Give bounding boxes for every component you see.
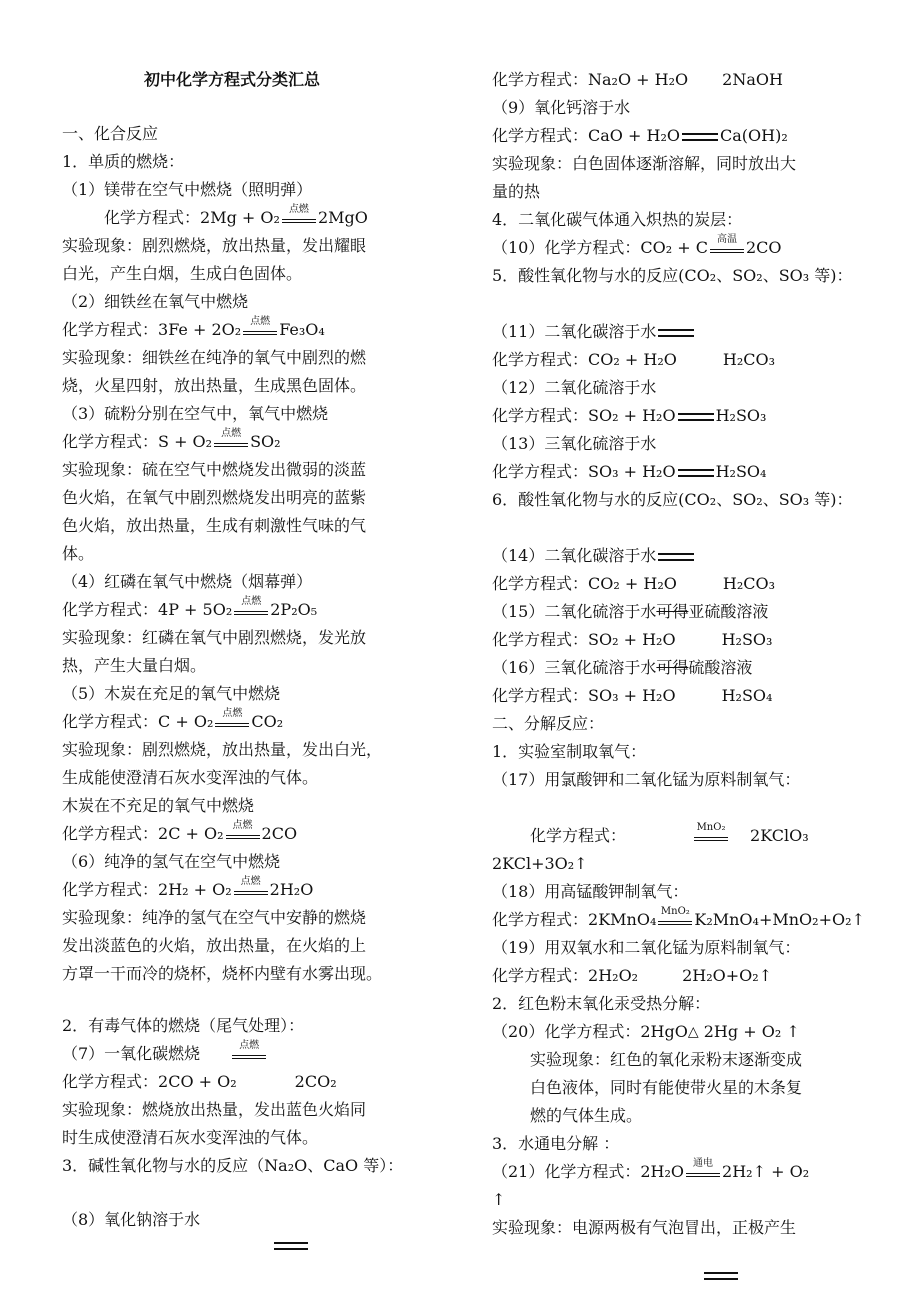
equals-sign (274, 1242, 308, 1250)
equals-sign (658, 329, 694, 337)
equation-line: 化学方程式：2KMnO₄ MnO₂ K₂MnO₄+MnO₂+O₂↑ (492, 906, 865, 929)
equation-line: 化学方程式： MnO₂ 2KClO₃ (530, 822, 809, 845)
reaction-title: （16）三氧化硫溶于水可得硫酸溶液 (492, 658, 753, 677)
phenomenon-text: 燃的气体生成。 (530, 1106, 643, 1125)
phenomenon-text: 体。 (62, 544, 95, 563)
reaction-title: （7）一氧化碳燃烧 点燃 (62, 1044, 268, 1064)
phenomenon-text: 量的热 (492, 182, 541, 201)
condition-sign: 点燃 (243, 320, 277, 340)
phenomenon-text: 热，产生大量白烟。 (62, 656, 207, 675)
equation-line: 化学方程式：2H₂ + O₂ 点燃 2H₂O (62, 876, 314, 899)
phenomenon-text: 色火焰，放出热量，生成有刺激性气味的气 (62, 516, 367, 535)
reaction-title: （4）红磷在氧气中燃烧（烟幕弹） (62, 572, 313, 591)
reaction-title: （19）用双氧水和二氧化锰为原料制氧气： (492, 938, 801, 957)
equation-line: 化学方程式：Na₂O + H₂O 2NaOH (492, 70, 783, 89)
reaction-title: （9）氧化钙溶于水 (492, 98, 631, 117)
equation-line: 化学方程式：S + O₂ 点燃 SO₂ (62, 428, 281, 451)
condition-sign: 通电 (686, 1162, 720, 1182)
equation-line: 化学方程式：3Fe + 2O₂ 点燃 Fe₃O₄ (62, 316, 325, 339)
section-heading: 一、化合反应 (62, 124, 159, 143)
condition-sign: 高温 (710, 238, 744, 258)
phenomenon-text: 白光，产生白烟，生成白色固体。 (62, 264, 303, 283)
equation-line: 化学方程式：SO₃ + H₂O H₂SO₄ (492, 462, 767, 481)
reaction-title: （18）用高锰酸钾制氧气： (492, 882, 689, 901)
reaction-title: （14）二氧化碳溶于水 (492, 546, 696, 566)
equation-line: 2KCl+3O₂↑ (492, 854, 588, 873)
reaction-title: （2）细铁丝在氧气中燃烧 (62, 292, 249, 311)
equation-line: （21）化学方程式：2H₂O 通电 2H₂↑ + O₂ (492, 1158, 810, 1181)
reaction-title: （12）二氧化硫溶于水 (492, 378, 657, 397)
condition-sign: MnO₂ (658, 910, 692, 930)
phenomenon-text: 生成能使澄清石灰水变浑浊的气体。 (62, 768, 319, 787)
equation-line: 化学方程式：CO₂ + H₂O H₂CO₃ (492, 350, 775, 369)
phenomenon-text: 方罩一干而冷的烧杯，烧杯内壁有水雾出现。 (62, 964, 383, 983)
subsection-heading: 6．酸性氧化物与水的反应(CO₂、SO₂、SO₃ 等)： (492, 490, 853, 509)
condition-sign: 点燃 (214, 432, 248, 452)
equation-line: 化学方程式：2CO + O₂ 2CO₂ (62, 1072, 337, 1091)
subsection-heading: 3．水通电分解 ： (492, 1134, 620, 1153)
phenomenon-text: 色火焰，在氧气中剧烈燃烧发出明亮的蓝紫 (62, 488, 367, 507)
equation-line: （10）化学方程式：CO₂ + C 高温 2CO (492, 234, 782, 257)
subsection-heading: 1．实验室制取氧气： (492, 742, 647, 761)
equation-line: 化学方程式：2C + O₂ 点燃 2CO (62, 820, 298, 843)
catalyst-heat-sign: MnO₂ (694, 826, 728, 846)
phenomenon-text: 实验现象：燃烧放出热量，发出蓝色火焰同 (62, 1100, 367, 1119)
equation-line: 化学方程式：4P + 5O₂ 点燃 2P₂O₅ (62, 596, 318, 619)
equals-sign (682, 133, 718, 141)
phenomenon-text: 实验现象：白色固体逐渐溶解，同时放出大 (492, 154, 797, 173)
reaction-title: （3）硫粉分别在空气中，氧气中燃烧 (62, 404, 329, 423)
subsection-heading: 2．有毒气体的燃烧（尾气处理）： (62, 1016, 305, 1035)
reaction-title: （15）二氧化硫溶于水可得亚硫酸溶液 (492, 602, 769, 621)
phenomenon-text: 实验现象：红色的氧化汞粉末逐渐变成 (530, 1050, 803, 1069)
subsection-heading: 2．红色粉末氧化汞受热分解： (492, 994, 711, 1013)
condition-sign: 点燃 (226, 824, 260, 844)
equation-line: 化学方程式：2Mg + O₂ 点燃 2MgO (104, 204, 368, 227)
equation-line: 化学方程式：2H₂O₂ 2H₂O+O₂↑ (492, 966, 773, 985)
reaction-title: 木炭在不充足的氧气中燃烧 (62, 796, 255, 815)
condition-sign: 点燃 (234, 880, 268, 900)
arrow-up: ↑ (492, 1190, 506, 1209)
equals-sign (678, 469, 714, 477)
reaction-title: （1）镁带在空气中燃烧（照明弹） (62, 180, 313, 199)
phenomenon-text: 实验现象：硫在空气中燃烧发出微弱的淡蓝 (62, 460, 367, 479)
phenomenon-text: 烧，火星四射，放出热量，生成黑色固体。 (62, 376, 367, 395)
equals-sign (678, 413, 714, 421)
reaction-title: （13）三氧化硫溶于水 (492, 434, 657, 453)
subsection-heading: 1．单质的燃烧： (62, 152, 185, 171)
subsection-heading: 5．酸性氧化物与水的反应(CO₂、SO₂、SO₃ 等)： (492, 266, 853, 285)
page-title: 初中化学方程式分类汇总 (144, 70, 321, 89)
phenomenon-text: 发出淡蓝色的火焰，放出热量，在火焰的上 (62, 936, 367, 955)
equation-line: 化学方程式：SO₃ + H₂O H₂SO₄ (492, 686, 773, 705)
reaction-title: （8）氧化钠溶于水 (62, 1210, 201, 1229)
phenomenon-text: 实验现象：剧烈燃烧，放出热量，发出耀眼 (62, 236, 367, 255)
phenomenon-text: 实验现象：红磷在氧气中剧烈燃烧，发光放 (62, 628, 367, 647)
phenomenon-text: 白色液体，同时有能使带火星的木条复 (530, 1078, 803, 1097)
reaction-title: （17）用氯酸钾和二氧化锰为原料制氧气： (492, 770, 801, 789)
equation-line: （20）化学方程式：2HgO△ 2Hg + O₂ ↑ (492, 1022, 800, 1041)
condition-sign: 点燃 (232, 1044, 266, 1064)
phenomenon-text: 实验现象：细铁丝在纯净的氧气中剧烈的燃 (62, 348, 367, 367)
phenomenon-text: 实验现象：纯净的氢气在空气中安静的燃烧 (62, 908, 367, 927)
equation-line: 化学方程式：CaO + H₂O Ca(OH)₂ (492, 126, 788, 145)
equals-sign (658, 553, 694, 561)
equals-sign (704, 1272, 738, 1280)
subsection-heading: 3．碱性氧化物与水的反应（Na₂O、CaO 等）： (62, 1156, 404, 1175)
condition-sign: 点燃 (282, 208, 316, 228)
subsection-heading: 4．二氧化碳气体通入炽热的炭层： (492, 210, 743, 229)
equation-line: 化学方程式：SO₂ + H₂O H₂SO₃ (492, 406, 767, 425)
phenomenon-text: 实验现象：电源两极有气泡冒出，正极产生 (492, 1218, 797, 1237)
condition-sign: 点燃 (234, 600, 268, 620)
section-heading: 二、分解反应： (492, 714, 605, 733)
reaction-title: （11）二氧化碳溶于水 (492, 322, 696, 342)
equation-line: 化学方程式：C + O₂ 点燃 CO₂ (62, 708, 284, 731)
equation-line: 化学方程式：CO₂ + H₂O H₂CO₃ (492, 574, 775, 593)
heat-sign: △ (687, 1024, 699, 1040)
phenomenon-text: 时生成使澄清石灰水变浑浊的气体。 (62, 1128, 319, 1147)
reaction-title: （6）纯净的氢气在空气中燃烧 (62, 852, 281, 871)
condition-sign: 点燃 (215, 712, 249, 732)
reaction-title: （5）木炭在充足的氧气中燃烧 (62, 684, 281, 703)
phenomenon-text: 实验现象：剧烈燃烧，放出热量，发出白光， (62, 740, 383, 759)
equation-line: 化学方程式：SO₂ + H₂O H₂SO₃ (492, 630, 773, 649)
